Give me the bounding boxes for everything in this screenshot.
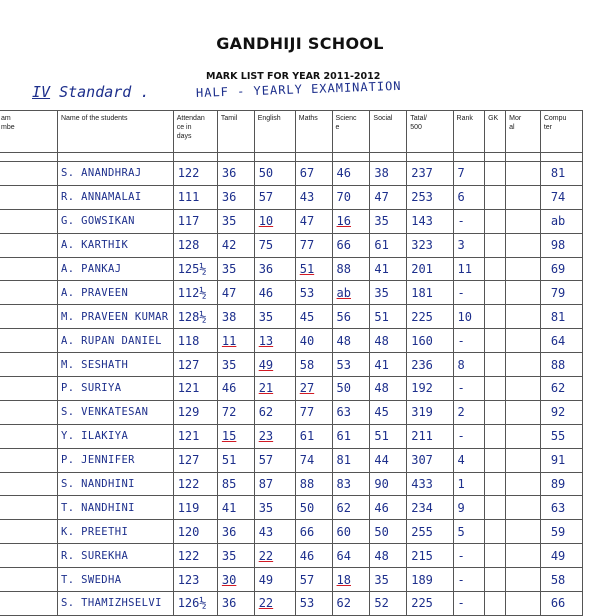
social-cell: 48 xyxy=(370,544,407,568)
english-cell: 35 xyxy=(254,305,295,329)
moral-cell xyxy=(506,592,541,616)
attendance-cell: 128½ xyxy=(173,305,217,329)
attendance-cell: 121 xyxy=(173,424,217,448)
maths-cell: 53 xyxy=(295,592,332,616)
social-cell: 35 xyxy=(370,568,407,592)
rank-cell: - xyxy=(453,568,485,592)
table-row xyxy=(0,592,583,616)
name-cell: S. NANDHINI xyxy=(57,472,173,496)
table-row xyxy=(0,329,583,353)
table-row xyxy=(0,448,583,472)
total-cell: 319 xyxy=(407,400,453,424)
maths-cell: 57 xyxy=(295,568,332,592)
tamil-cell: 36 xyxy=(217,520,254,544)
roll-number-cell xyxy=(0,281,57,305)
science-cell: 61 xyxy=(332,424,370,448)
column-header: Maths xyxy=(295,111,332,153)
computer-cell: 74 xyxy=(540,185,582,209)
total-cell: 236 xyxy=(407,353,453,377)
gk-cell xyxy=(485,377,506,401)
name-cell: Y. ILAKIYA xyxy=(57,424,173,448)
gk-cell xyxy=(485,424,506,448)
name-cell: G. GOWSIKAN xyxy=(57,209,173,233)
maths-cell: 77 xyxy=(295,400,332,424)
maths-cell: 50 xyxy=(295,496,332,520)
moral-cell xyxy=(506,329,541,353)
column-header: Tamil xyxy=(217,111,254,153)
tamil-cell: 47 xyxy=(217,281,254,305)
english-cell: 22 xyxy=(254,544,295,568)
roll-number-cell xyxy=(0,329,57,353)
maths-cell: 66 xyxy=(295,520,332,544)
column-header: Rank xyxy=(453,111,485,153)
maths-cell: 40 xyxy=(295,329,332,353)
total-cell: 215 xyxy=(407,544,453,568)
maths-cell: 47 xyxy=(295,209,332,233)
maths-cell: 43 xyxy=(295,185,332,209)
table-row xyxy=(0,377,583,401)
column-header: GK xyxy=(485,111,506,153)
social-cell: 51 xyxy=(370,305,407,329)
table-row xyxy=(0,162,583,186)
table-row xyxy=(0,281,583,305)
english-cell: 10 xyxy=(254,209,295,233)
science-cell: 46 xyxy=(332,162,370,186)
rank-cell: - xyxy=(453,592,485,616)
computer-cell: 91 xyxy=(540,448,582,472)
maths-cell: 45 xyxy=(295,305,332,329)
computer-cell: 88 xyxy=(540,353,582,377)
social-cell: 61 xyxy=(370,233,407,257)
rank-cell: 1 xyxy=(453,472,485,496)
standard-roman: IV xyxy=(32,83,51,101)
gk-cell xyxy=(485,281,506,305)
attendance-cell: 127 xyxy=(173,448,217,472)
table-row xyxy=(0,472,583,496)
tamil-cell: 36 xyxy=(217,592,254,616)
tamil-cell: 38 xyxy=(217,305,254,329)
total-cell: 225 xyxy=(407,592,453,616)
tamil-cell: 15 xyxy=(217,424,254,448)
name-cell: S. ANANDHRAJ xyxy=(57,162,173,186)
column-header: Scienc e xyxy=(332,111,370,153)
gk-cell xyxy=(485,544,506,568)
science-cell: 56 xyxy=(332,305,370,329)
gk-cell xyxy=(485,185,506,209)
table-row xyxy=(0,185,583,209)
tamil-cell: 11 xyxy=(217,329,254,353)
attendance-cell: 122 xyxy=(173,472,217,496)
science-cell: 81 xyxy=(332,448,370,472)
science-cell: 88 xyxy=(332,257,370,281)
rank-cell: 2 xyxy=(453,400,485,424)
total-cell: 237 xyxy=(407,162,453,186)
english-cell: 49 xyxy=(254,568,295,592)
english-cell: 36 xyxy=(254,257,295,281)
tamil-cell: 36 xyxy=(217,185,254,209)
maths-cell: 77 xyxy=(295,233,332,257)
english-cell: 87 xyxy=(254,472,295,496)
roll-number-cell xyxy=(0,592,57,616)
attendance-cell: 121 xyxy=(173,377,217,401)
total-cell: 192 xyxy=(407,377,453,401)
tamil-cell: 35 xyxy=(217,257,254,281)
english-cell: 13 xyxy=(254,329,295,353)
name-cell: S. VENKATESAN xyxy=(57,400,173,424)
name-cell: R. ANNAMALAI xyxy=(57,185,173,209)
name-cell: S. THAMIZHSELVI xyxy=(57,592,173,616)
tamil-cell: 72 xyxy=(217,400,254,424)
social-cell: 47 xyxy=(370,185,407,209)
attendance-cell: 129 xyxy=(173,400,217,424)
computer-cell: 69 xyxy=(540,257,582,281)
computer-cell: 81 xyxy=(540,162,582,186)
rank-cell: - xyxy=(453,281,485,305)
tamil-cell: 41 xyxy=(217,496,254,520)
mark-list-subtitle: MARK LIST FOR YEAR 2011-2012 xyxy=(206,71,381,82)
table-row xyxy=(0,209,583,233)
social-cell: 35 xyxy=(370,209,407,233)
science-cell: 62 xyxy=(332,592,370,616)
computer-cell: 66 xyxy=(540,592,582,616)
name-cell: A. KARTHIK xyxy=(57,233,173,257)
science-cell: 66 xyxy=(332,233,370,257)
science-cell: 70 xyxy=(332,185,370,209)
science-cell: 16 xyxy=(332,209,370,233)
english-cell: 49 xyxy=(254,353,295,377)
gk-cell xyxy=(485,353,506,377)
science-cell: 48 xyxy=(332,329,370,353)
total-cell: 255 xyxy=(407,520,453,544)
rank-cell: 11 xyxy=(453,257,485,281)
tamil-cell: 46 xyxy=(217,377,254,401)
attendance-cell: 126½ xyxy=(173,592,217,616)
moral-cell xyxy=(506,568,541,592)
gk-cell xyxy=(485,496,506,520)
computer-cell: 89 xyxy=(540,472,582,496)
column-header: Mor al xyxy=(506,111,541,153)
table-row xyxy=(0,544,583,568)
social-cell: 48 xyxy=(370,329,407,353)
roll-number-cell xyxy=(0,162,57,186)
social-cell: 45 xyxy=(370,400,407,424)
column-header: Tatal/ 500 xyxy=(407,111,453,153)
social-cell: 38 xyxy=(370,162,407,186)
attendance-cell: 120 xyxy=(173,520,217,544)
computer-cell: 63 xyxy=(540,496,582,520)
tamil-cell: 35 xyxy=(217,544,254,568)
name-cell: M. PRAVEEN KUMAR xyxy=(57,305,173,329)
rank-cell: 5 xyxy=(453,520,485,544)
computer-cell: 92 xyxy=(540,400,582,424)
attendance-cell: 125½ xyxy=(173,257,217,281)
rank-cell: - xyxy=(453,424,485,448)
science-cell: 53 xyxy=(332,353,370,377)
moral-cell xyxy=(506,305,541,329)
gk-cell xyxy=(485,448,506,472)
column-header: am mbe xyxy=(0,111,57,153)
name-cell: K. PREETHI xyxy=(57,520,173,544)
english-cell: 23 xyxy=(254,424,295,448)
roll-number-cell xyxy=(0,424,57,448)
science-cell: 63 xyxy=(332,400,370,424)
attendance-cell: 119 xyxy=(173,496,217,520)
social-cell: 41 xyxy=(370,353,407,377)
rank-cell: 10 xyxy=(453,305,485,329)
roll-number-cell xyxy=(0,353,57,377)
science-cell: 64 xyxy=(332,544,370,568)
science-cell: 62 xyxy=(332,496,370,520)
moral-cell xyxy=(506,424,541,448)
total-cell: 160 xyxy=(407,329,453,353)
english-cell: 35 xyxy=(254,496,295,520)
name-cell: A. PRAVEEN xyxy=(57,281,173,305)
rank-cell: 6 xyxy=(453,185,485,209)
computer-cell: 58 xyxy=(540,568,582,592)
gk-cell xyxy=(485,400,506,424)
table-row xyxy=(0,305,583,329)
total-cell: 189 xyxy=(407,568,453,592)
science-cell: 60 xyxy=(332,520,370,544)
moral-cell xyxy=(506,281,541,305)
roll-number-cell xyxy=(0,233,57,257)
roll-number-cell xyxy=(0,568,57,592)
roll-number-cell xyxy=(0,496,57,520)
attendance-cell: 128 xyxy=(173,233,217,257)
table-row xyxy=(0,568,583,592)
moral-cell xyxy=(506,448,541,472)
total-cell: 433 xyxy=(407,472,453,496)
total-cell: 143 xyxy=(407,209,453,233)
moral-cell xyxy=(506,400,541,424)
maths-cell: 74 xyxy=(295,448,332,472)
attendance-cell: 122 xyxy=(173,544,217,568)
english-cell: 22 xyxy=(254,592,295,616)
computer-cell: 79 xyxy=(540,281,582,305)
english-cell: 57 xyxy=(254,448,295,472)
attendance-cell: 123 xyxy=(173,568,217,592)
computer-cell: ab xyxy=(540,209,582,233)
name-cell: R. SUREKHA xyxy=(57,544,173,568)
attendance-cell: 112½ xyxy=(173,281,217,305)
roll-number-cell xyxy=(0,544,57,568)
computer-cell: 62 xyxy=(540,377,582,401)
science-cell: 18 xyxy=(332,568,370,592)
roll-number-cell xyxy=(0,377,57,401)
table-row xyxy=(0,424,583,448)
rank-cell: - xyxy=(453,377,485,401)
gk-cell xyxy=(485,472,506,496)
rank-cell: 9 xyxy=(453,496,485,520)
total-cell: 323 xyxy=(407,233,453,257)
english-cell: 62 xyxy=(254,400,295,424)
social-cell: 46 xyxy=(370,496,407,520)
moral-cell xyxy=(506,472,541,496)
column-header: Social xyxy=(370,111,407,153)
name-cell: A. PANKAJ xyxy=(57,257,173,281)
standard-text: Standard . xyxy=(50,83,150,101)
english-cell: 46 xyxy=(254,281,295,305)
roll-number-cell xyxy=(0,472,57,496)
social-cell: 48 xyxy=(370,377,407,401)
name-cell: A. RUPAN DANIEL xyxy=(57,329,173,353)
tamil-cell: 35 xyxy=(217,353,254,377)
tamil-cell: 35 xyxy=(217,209,254,233)
table-row xyxy=(0,496,583,520)
attendance-cell: 127 xyxy=(173,353,217,377)
social-cell: 41 xyxy=(370,257,407,281)
maths-cell: 67 xyxy=(295,162,332,186)
english-cell: 50 xyxy=(254,162,295,186)
total-cell: 253 xyxy=(407,185,453,209)
computer-cell: 49 xyxy=(540,544,582,568)
english-cell: 57 xyxy=(254,185,295,209)
gk-cell xyxy=(485,233,506,257)
attendance-cell: 118 xyxy=(173,329,217,353)
gk-cell xyxy=(485,568,506,592)
total-cell: 201 xyxy=(407,257,453,281)
science-cell: ab xyxy=(332,281,370,305)
science-cell: 50 xyxy=(332,377,370,401)
moral-cell xyxy=(506,377,541,401)
table-row xyxy=(0,233,583,257)
column-header: Compu ter xyxy=(540,111,582,153)
social-cell: 35 xyxy=(370,281,407,305)
tamil-cell: 85 xyxy=(217,472,254,496)
maths-cell: 53 xyxy=(295,281,332,305)
english-cell: 21 xyxy=(254,377,295,401)
roll-number-cell xyxy=(0,520,57,544)
moral-cell xyxy=(506,185,541,209)
name-cell: P. JENNIFER xyxy=(57,448,173,472)
computer-cell: 64 xyxy=(540,329,582,353)
roll-number-cell xyxy=(0,185,57,209)
moral-cell xyxy=(506,233,541,257)
computer-cell: 98 xyxy=(540,233,582,257)
name-cell: T. NANDHINI xyxy=(57,496,173,520)
moral-cell xyxy=(506,520,541,544)
standard-label xyxy=(32,83,149,101)
maths-cell: 27 xyxy=(295,377,332,401)
total-cell: 307 xyxy=(407,448,453,472)
social-cell: 44 xyxy=(370,448,407,472)
tamil-cell: 42 xyxy=(217,233,254,257)
maths-cell: 51 xyxy=(295,257,332,281)
column-header: Name of the students xyxy=(57,111,173,153)
moral-cell xyxy=(506,496,541,520)
gk-cell xyxy=(485,162,506,186)
gk-cell xyxy=(485,520,506,544)
maths-cell: 61 xyxy=(295,424,332,448)
moral-cell xyxy=(506,544,541,568)
exam-title: HALF - YEARLY EXAMINATION xyxy=(195,78,402,100)
computer-cell: 81 xyxy=(540,305,582,329)
tamil-cell: 30 xyxy=(217,568,254,592)
maths-cell: 88 xyxy=(295,472,332,496)
moral-cell xyxy=(506,209,541,233)
english-cell: 43 xyxy=(254,520,295,544)
attendance-cell: 111 xyxy=(173,185,217,209)
spacer-row xyxy=(0,153,583,162)
mark-table xyxy=(0,110,583,616)
science-cell: 83 xyxy=(332,472,370,496)
computer-cell: 55 xyxy=(540,424,582,448)
gk-cell xyxy=(485,329,506,353)
total-cell: 211 xyxy=(407,424,453,448)
gk-cell xyxy=(485,592,506,616)
tamil-cell: 36 xyxy=(217,162,254,186)
total-cell: 225 xyxy=(407,305,453,329)
table-row xyxy=(0,257,583,281)
total-cell: 234 xyxy=(407,496,453,520)
gk-cell xyxy=(485,209,506,233)
attendance-cell: 122 xyxy=(173,162,217,186)
tamil-cell: 51 xyxy=(217,448,254,472)
attendance-cell: 117 xyxy=(173,209,217,233)
moral-cell xyxy=(506,162,541,186)
school-name: GANDHIJI SCHOOL xyxy=(216,34,384,53)
social-cell: 50 xyxy=(370,520,407,544)
gk-cell xyxy=(485,305,506,329)
table-header-row xyxy=(0,111,583,153)
gk-cell xyxy=(485,257,506,281)
social-cell: 90 xyxy=(370,472,407,496)
roll-number-cell xyxy=(0,257,57,281)
rank-cell: 8 xyxy=(453,353,485,377)
social-cell: 52 xyxy=(370,592,407,616)
rank-cell: - xyxy=(453,544,485,568)
table-body xyxy=(0,153,583,616)
rank-cell: 3 xyxy=(453,233,485,257)
name-cell: M. SESHATH xyxy=(57,353,173,377)
maths-cell: 46 xyxy=(295,544,332,568)
roll-number-cell xyxy=(0,448,57,472)
column-header: English xyxy=(254,111,295,153)
table-row xyxy=(0,520,583,544)
name-cell: T. SWEDHA xyxy=(57,568,173,592)
moral-cell xyxy=(506,353,541,377)
social-cell: 51 xyxy=(370,424,407,448)
moral-cell xyxy=(506,257,541,281)
table-row xyxy=(0,400,583,424)
rank-cell: - xyxy=(453,329,485,353)
roll-number-cell xyxy=(0,305,57,329)
table-row xyxy=(0,353,583,377)
english-cell: 75 xyxy=(254,233,295,257)
computer-cell: 59 xyxy=(540,520,582,544)
rank-cell: 4 xyxy=(453,448,485,472)
maths-cell: 58 xyxy=(295,353,332,377)
rank-cell: - xyxy=(453,209,485,233)
total-cell: 181 xyxy=(407,281,453,305)
roll-number-cell xyxy=(0,400,57,424)
rank-cell: 7 xyxy=(453,162,485,186)
column-header: Attendan ce in days xyxy=(173,111,217,153)
roll-number-cell xyxy=(0,209,57,233)
name-cell: P. SURIYA xyxy=(57,377,173,401)
